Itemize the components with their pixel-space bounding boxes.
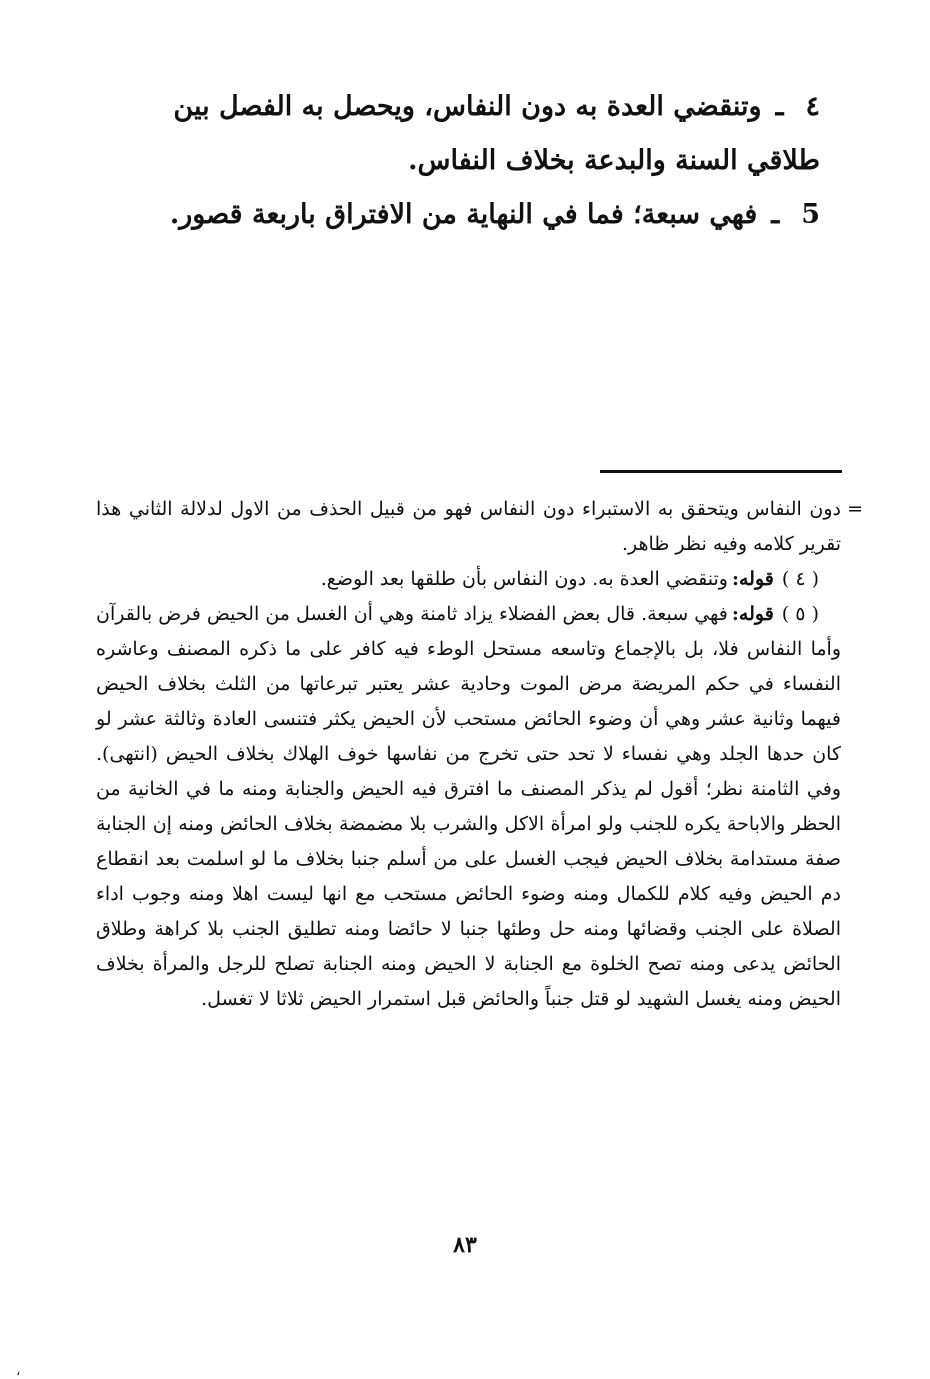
footnote-text: فهي سبعة. قال بعض الفضلاء يزاد ثامنة وهي أن الغسل من الحيض فرض بالقرآن وأما النفاس فلا، بل بالإجماع وتاسعه مستحل الوطء فيه كافر على ما ذكره المصنف وعاشره النفساء في حكم المريضة مرض الموت وحادية عشر يعتبر تبرعاتها من الثلث بخلاف الحيض فيهما وثانية عشر وهي أن وضوء الحائض مستحب لأن الحيض يكثر فتنسى العادة وثالثة عشر لو كان حدها الجلد وهي نفساء لا تحد حتى تخرج من نفاسها خوف الهلاك بخلاف الحيض (انتهى). وفي الثامنة نظر؛ أقول لم يذكر المصنف ما افترق فيه الحيض والجنابة ومنه ما في الخانية من الحظر والاباحة يكره للجنب ولو امرأة الاكل والشرب بلا مضمضة بخلاف الحائض ومنه إن الجنابة صفة مستدامة بخلاف الحيض فيجب الغسل على من أسلم جنبا بخلاف ما لو اسلمت بعد انقطاع دم الحيض وفيه كلام للكمال ومنه وضوء الحائض مستحب مع انها ليست اهلا ومنه وجوب اداء الصلاة على الجنب وقضائها ومنه حل وطئها جنبا لا حائضا ومنه تطليق الجنب بلا كراهة وطلاق الحائض يدعى ومنه تصح الخلوة مع الجنابة لا الحيض ومنه الجنابة تصلح للرجل والمرأة بخلاف الحيض ومنه يغسل الشهيد لو قتل جنباً والحائض قبل استمرار الحيض ثلاثا لا تغسل.: [96, 603, 841, 1010]
main-item-4: [100, 80, 820, 188]
footnote-label: قوله:: [731, 568, 774, 590]
continuation-text: دون النفاس ويتحقق به الاستبراء دون النفاس فهو من قبيل الحذف من الاول لدلالة الثاني هذا تقرير كلامه وفيه نظر ظاهر.: [96, 498, 841, 555]
footnote-continuation: [96, 492, 863, 562]
item-number: 5: [801, 199, 820, 230]
footnote-label: قوله:: [731, 603, 774, 625]
item-dash: ـ: [771, 199, 780, 230]
footnote-5: [96, 597, 841, 1017]
item-text: وتنقضي العدة به دون النفاس، ويحصل به الفصل بين طلاقي السنة والبدعة بخلاف النفاس.: [173, 91, 820, 176]
item-dash: ـ: [775, 91, 784, 122]
item-number: ٤: [805, 91, 820, 122]
page-number: ٨٣: [453, 1232, 477, 1258]
footnote-separator: [600, 470, 842, 473]
continuation-mark: =: [847, 498, 863, 520]
item-text: فهي سبعة؛ فما في النهاية من الافتراق باربعة قصور.: [169, 199, 758, 230]
corner-mark: ،: [16, 1363, 21, 1379]
footnote-4: [96, 562, 841, 597]
main-item-5: [100, 188, 820, 242]
main-text-block: [100, 80, 820, 242]
footnote-text: وتنقضي العدة به. دون النفاس بأن طلقها بعد الوضع.: [320, 568, 728, 590]
footnotes-block: [96, 492, 863, 1017]
footnote-number: ( ٤ ): [781, 568, 819, 590]
footnote-number: ( ٥ ): [781, 603, 819, 625]
